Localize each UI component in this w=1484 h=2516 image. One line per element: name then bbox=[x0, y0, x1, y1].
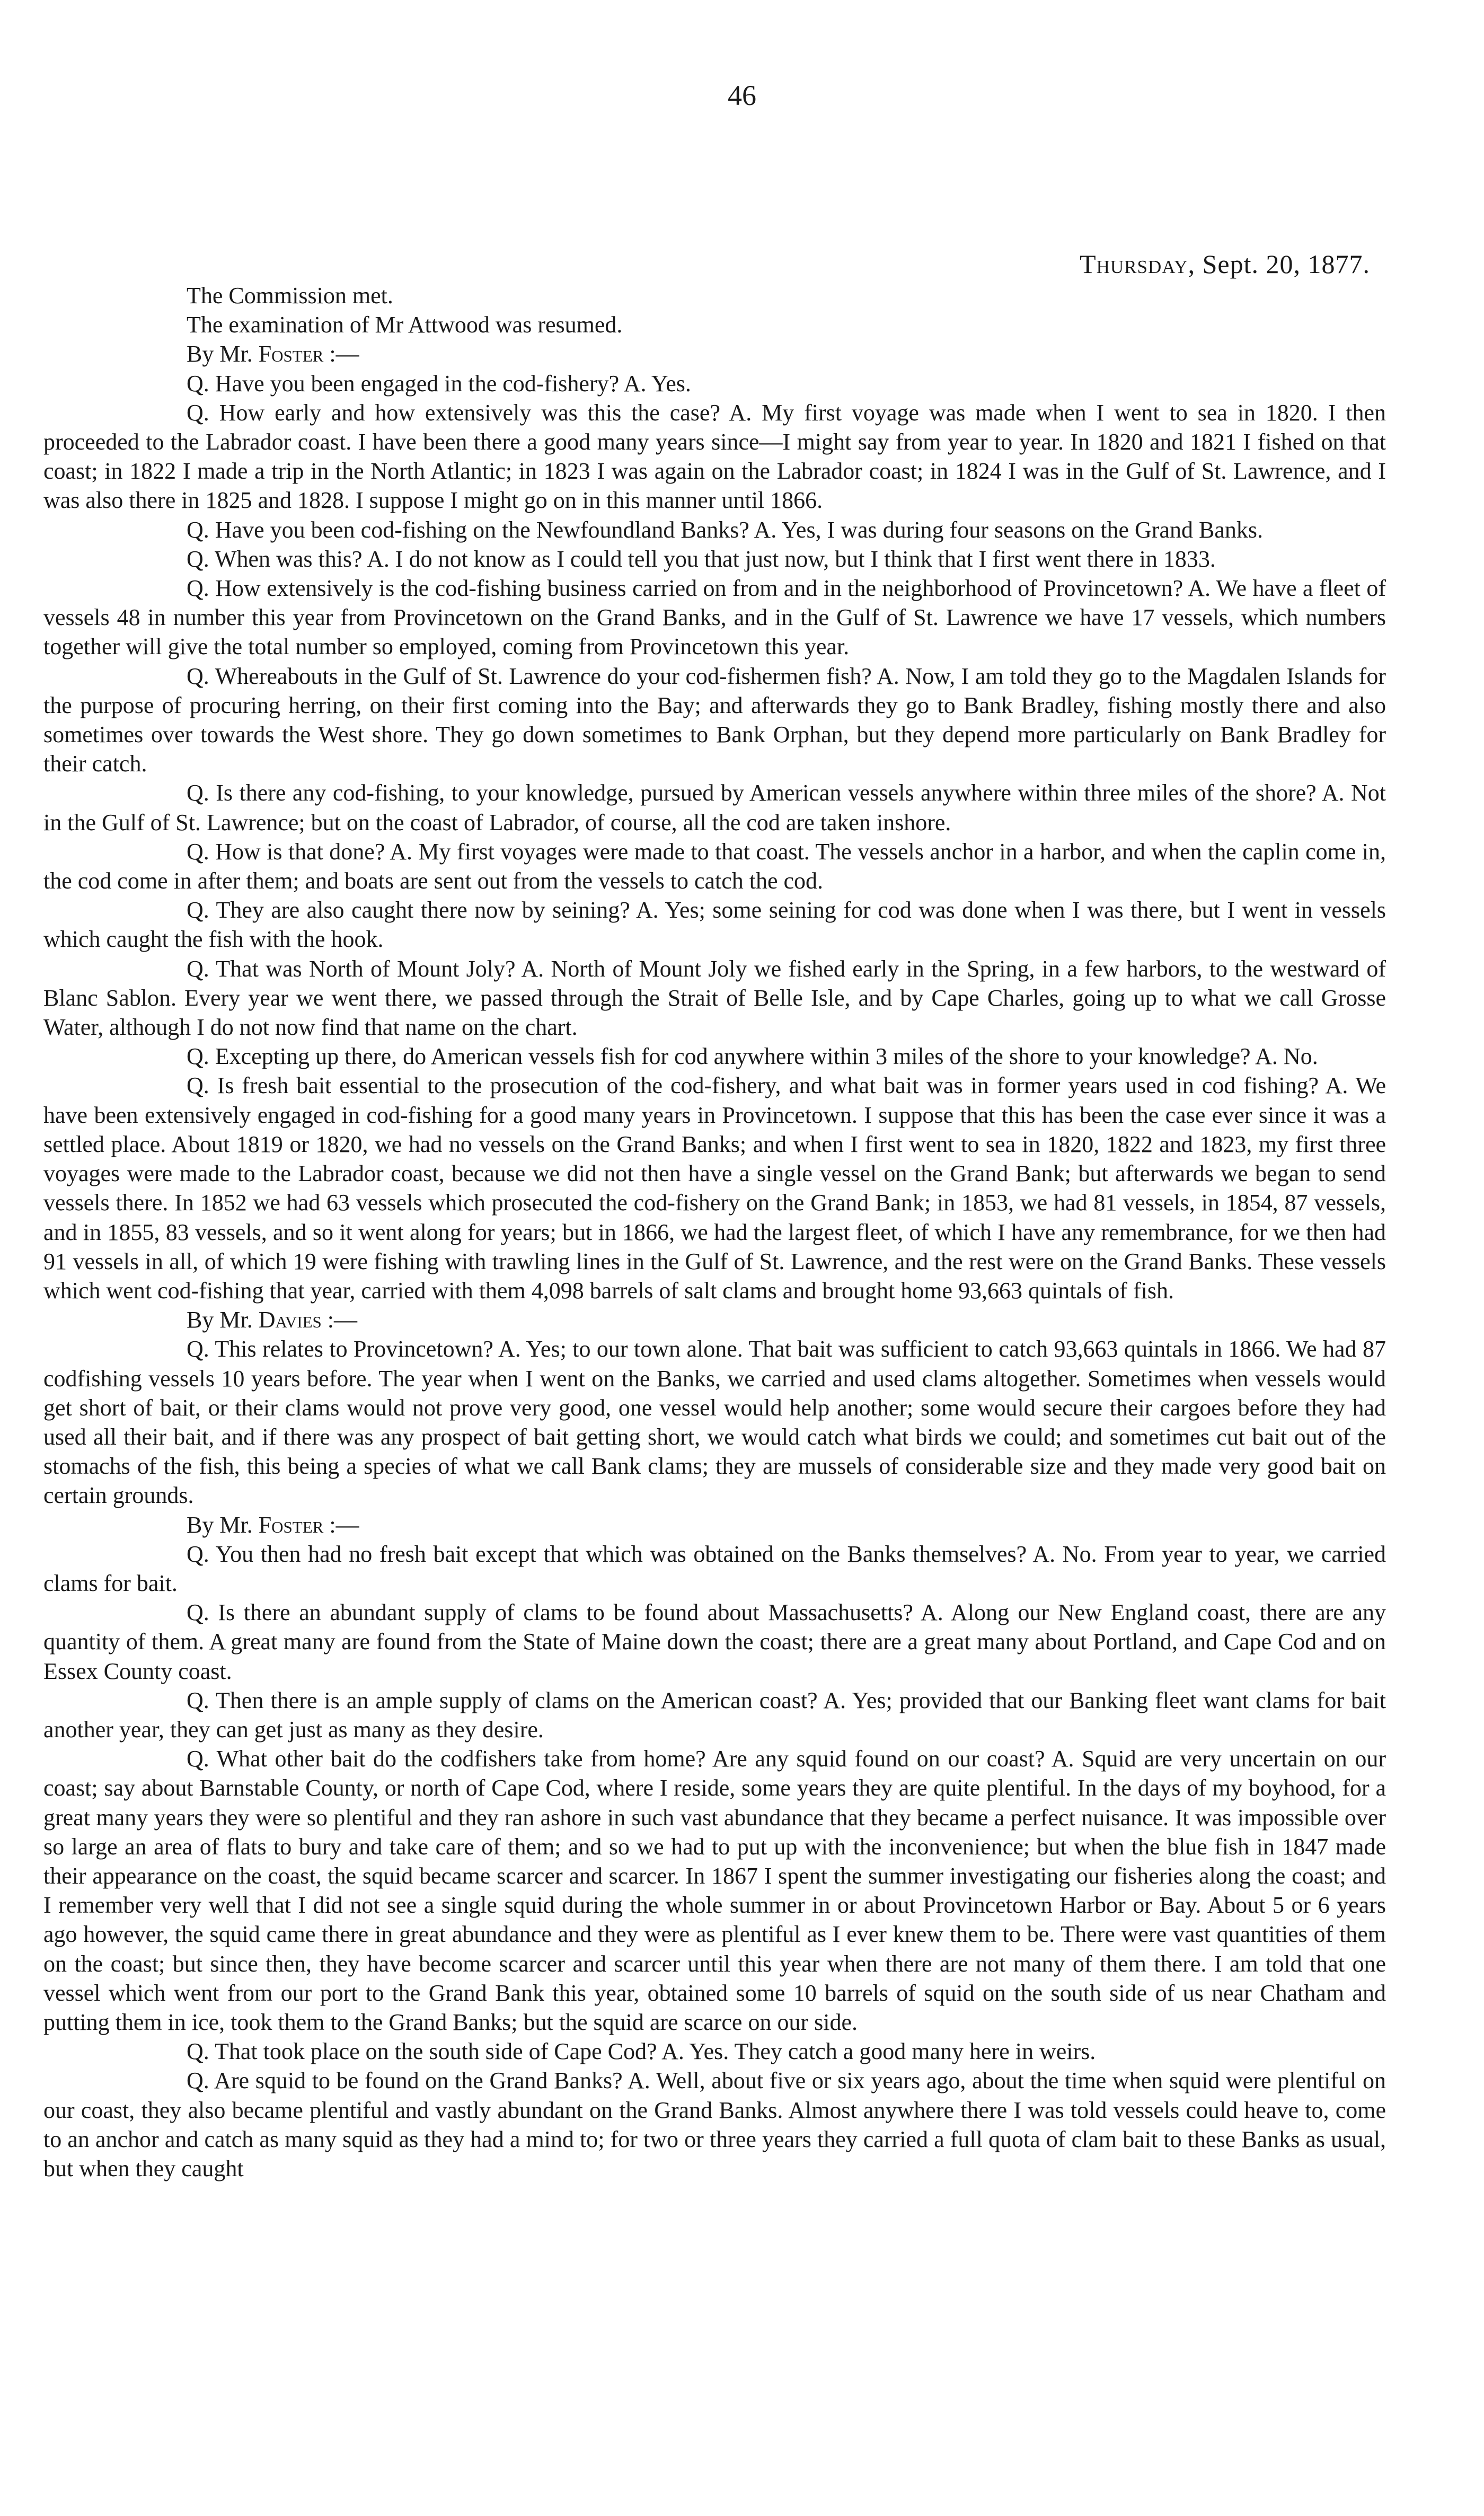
examiner-suffix: :— bbox=[323, 341, 359, 367]
question-answer-paragraph: Q. How is that done? A. My first voyages were made to that coast. The vessels anchor in a harbor, and when the caplin come in, the cod come in after them; and boats are sent out from the vessels to catch the cod. bbox=[43, 838, 1386, 894]
testimony-body bbox=[43, 281, 1386, 2183]
examiner-heading bbox=[43, 1510, 1386, 1539]
proceedings-paragraph: The examination of Mr Attwood was resumed. bbox=[187, 312, 623, 338]
question-answer-paragraph: Q. They are also caught there now by seining? A. Yes; some seining for cod was done when I was there, but I went in vessels which caught the fish with the hook. bbox=[43, 897, 1386, 953]
examiner-prefix: By Mr. bbox=[187, 1511, 259, 1538]
examiner-name: Foster bbox=[258, 1511, 324, 1538]
question-answer-paragraph: Q. Is there an abundant supply of clams to be found about Massachusetts? A. Along our New England coast, there are any quantity of them. A great many are found from the State of Maine down the coast; there are a great many about Portland, and Cape Cod and on Essex County coast. bbox=[43, 1599, 1386, 1684]
question-answer-paragraph: Q. How early and how extensively was this the case? A. My first voyage was made when I went to sea in 1820. I then proceeded to the Labrador coast. I have been there a good many years since—I might say from year to year. In 1820 and 1821 I fished on that coast; in 1822 I made a trip in the North Atlantic; in 1823 I was again on the Labrador coast; in 1824 I was in the Gulf of St. Lawrence, and I was also there in 1825 and 1828. I suppose I might go on in this manner until 1866. bbox=[43, 399, 1386, 514]
proceedings-paragraph: The Commission met. bbox=[187, 283, 393, 309]
question-answer-paragraph: Q. Have you been cod-fishing on the Newfoundland Banks? A. Yes, I was during four seasons on the Grand Banks. bbox=[187, 516, 1263, 543]
question-answer-paragraph: Q. Are squid to be found on the Grand Banks? A. Well, about five or six years ago, about the time when squid were plentiful on our coast, they also became plentiful and vastly abundant on the Grand Banks. Almost anywhere there I was told vessels could heave to, come to an anchor and catch as many squid as they had a mind to; for two or three years they carried a full quota of clam bait to these Banks as usual, but when they caught bbox=[43, 2068, 1386, 2181]
session-date-rest: , Sept. 20, 1877. bbox=[1188, 249, 1370, 279]
examiner-suffix: :— bbox=[323, 1511, 359, 1538]
session-weekday: Thursday bbox=[1080, 249, 1188, 279]
examiner-suffix: :— bbox=[321, 1307, 357, 1333]
session-date bbox=[1080, 248, 1370, 280]
question-answer-paragraph: Q. How extensively is the cod-fishing business carried on from and in the neighborhood of Provincetown? A. We have a fleet of vessels 48 in number this year from Provincetown on the Grand Banks, and in the Gulf of St. Lawrence we have 17 vessels, which numbers together will give the total number so employed, coming from Provincetown this year. bbox=[43, 575, 1386, 660]
question-answer-paragraph: Q. That took place on the south side of Cape Cod? A. Yes. They catch a good many here in weirs. bbox=[187, 2038, 1096, 2065]
question-answer-paragraph: Q. Is there any cod-fishing, to your knowledge, pursued by American vessels anywhere within three miles of the shore? A. Not in the Gulf of St. Lawrence; but on the coast of Labrador, of course, all the cod are taken inshore. bbox=[43, 780, 1386, 835]
examiner-name: Davies bbox=[258, 1307, 322, 1333]
question-answer-paragraph: Q. Whereabouts in the Gulf of St. Lawrence do your cod-fishermen fish? A. Now, I am told they go to the Magdalen Islands for the purpose of procuring herring, on their first coming into the Bay; and afterwards they go to Bank Bradley, fishing mostly there and also sometimes over towards the West shore. They go down sometimes to Bank Orphan, but they depend more particularly on Bank Bradley for their catch. bbox=[43, 663, 1386, 777]
examiner-heading bbox=[43, 339, 1386, 368]
examiner-prefix: By Mr. bbox=[187, 341, 259, 367]
examiner-name: Foster bbox=[258, 341, 324, 367]
question-answer-paragraph: Q. This relates to Provincetown? A. Yes; to our town alone. That bait was sufficient to catch 93,663 quintals in 1866. We had 87 codfishing vessels 10 years before. The year when I went on the Banks, we carried and used clams altogether. Sometimes when vessels would get short of bait, or their clams would not prove very good, one vessel would help another; some would secure their cargoes before they had used all their bait, and if there was any prospect of bait getting short, we would catch what birds we could; and sometimes cut bait out of the stomachs of the fish, this being a species of what we call Bank clams; they are mussels of considerable size and they made very good bait on certain grounds. bbox=[43, 1336, 1386, 1509]
examiner-prefix: By Mr. bbox=[187, 1307, 259, 1333]
question-answer-paragraph: Q. What other bait do the codfishers take from home? Are any squid found on our coast? A. Squid are very uncertain on our coast; say about Barnstable County, or north of Cape Cod, where I reside, some years they are quite plentiful. In the days of my boyhood, for a great many years they were so plentiful and they ran ashore in such vast abundance that they became a perfect nuisance. It was impossible over so large an area of flats to bury and take care of them; and so we had to put up with the inconvenience; but when the blue fish in 1847 made their appearance on the coast, the squid became scarcer and scarcer. In 1867 I spent the summer investigating our fisheries along the coast; and I remember very well that I did not see a single squid during the whole summer in or about Provincetown Harbor or Bay. About 5 or 6 years ago however, the squid came there in great abundance and they were as plentiful as I ever knew them to be. There were vast quantities of them on the coast; but since then, they have become scarcer and scarcer until this year when there are not many of them there. I am told that one vessel which went from our port to the Grand Bank this year, obtained some 10 barrels of squid on the south side of us near Chatham and putting them in ice, took them to the Grand Banks; but the squid are scarce on our side. bbox=[43, 1746, 1386, 2035]
question-answer-paragraph: Q. Excepting up there, do American vessels fish for cod anywhere within 3 miles of the shore to your knowledge? A. No. bbox=[187, 1043, 1318, 1070]
question-answer-paragraph: Q. Is fresh bait essential to the prosecution of the cod-fishery, and what bait was in former years used in cod fishing? A. We have been extensively engaged in cod-fishing for a good many years in Provincetown. I suppose that this has been the case ever since it was a settled place. About 1819 or 1820, we had no vessels on the Grand Banks; and when I first went to sea in 1820, 1822 and 1823, my first three voyages were made to the Labrador coast, because we did not then have a single vessel on the Grand Bank; but afterwards we began to send vessels there. In 1852 we had 63 vessels which prosecuted the cod-fishery on the Grand Bank; in 1853, we had 81 vessels, in 1854, 87 vessels, and in 1855, 83 vessels, and so it went along for years; but in 1866, we had the largest fleet, of which I have any remembrance, for we then had 91 vessels in all, of which 19 were fishing with trawling lines in the Gulf of St. Lawrence, and the rest were on the Grand Banks. These vessels which went cod-fishing that year, carried with them 4,098 barrels of salt clams and brought home 93,663 quintals of fish. bbox=[43, 1072, 1386, 1304]
page-number: 46 bbox=[728, 80, 756, 111]
question-answer-paragraph: Q. Then there is an ample supply of clams on the American coast? A. Yes; provided that our Banking fleet want clams for bait another year, they can get just as many as they desire. bbox=[43, 1687, 1386, 1743]
question-answer-paragraph: Q. That was North of Mount Joly? A. North of Mount Joly we fished early in the Spring, in a few harbors, to the westward of Blanc Sablon. Every year we went there, we passed through the Strait of Belle Isle, and by Cape Charles, going up to what we call Grosse Water, although I do not now find that name on the chart. bbox=[43, 955, 1386, 1041]
question-answer-paragraph: Q. When was this? A. I do not know as I could tell you that just now, but I think that I first went there in 1833. bbox=[187, 546, 1216, 572]
question-answer-paragraph: Q. You then had no fresh bait except that which was obtained on the Banks themselves? A. No. From year to year, we carried clams for bait. bbox=[43, 1541, 1386, 1596]
question-answer-paragraph: Q. Have you been engaged in the cod-fishery? A. Yes. bbox=[187, 370, 691, 397]
examiner-heading bbox=[43, 1305, 1386, 1334]
